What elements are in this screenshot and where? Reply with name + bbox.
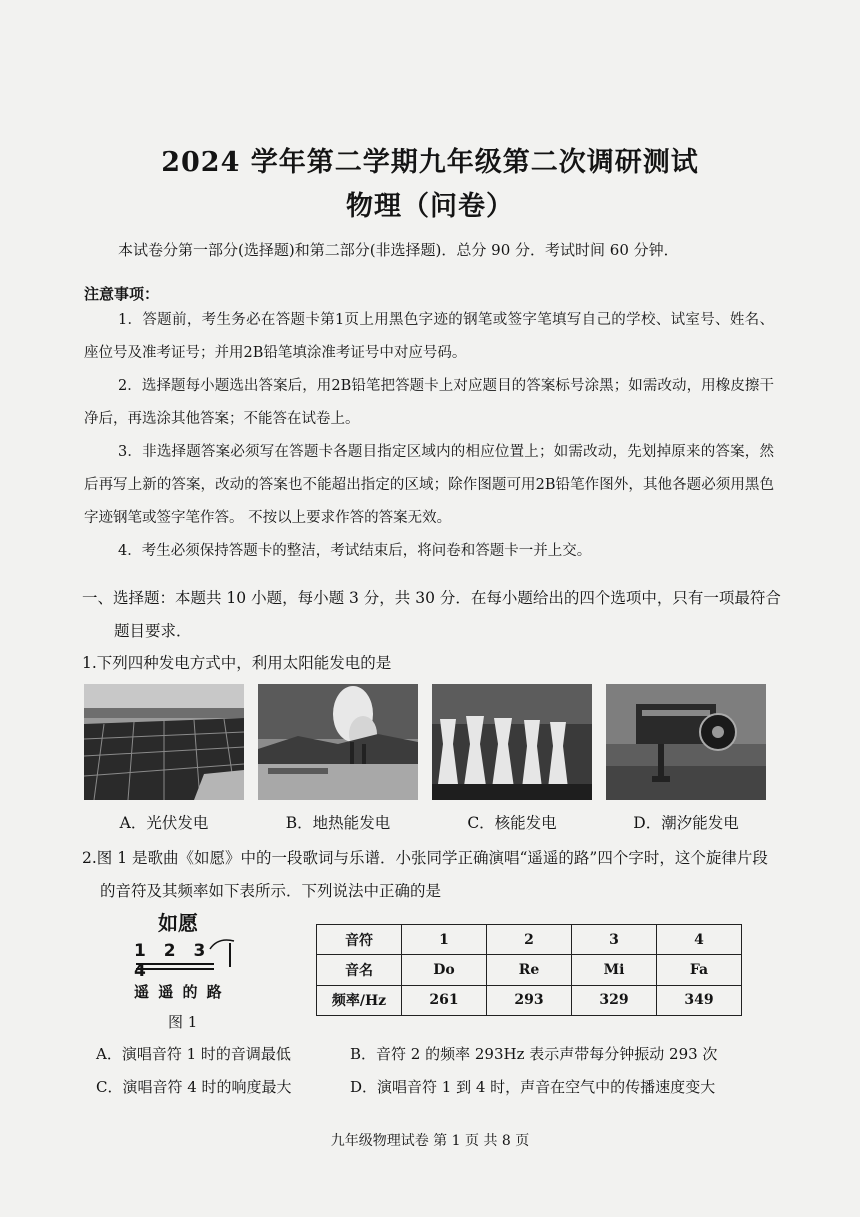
table-cell: Do — [402, 955, 487, 985]
table-cell: Mi — [572, 955, 657, 985]
table-cell: 349 — [657, 985, 742, 1015]
question-1-stem: 1.下列四种发电方式中，利用太阳能发电的是 — [82, 654, 392, 672]
page-footer: 九年级物理试卷 第 1 页 共 8 页 — [330, 1133, 530, 1149]
q1-option-d: D．潮汐能发电 — [633, 814, 739, 832]
notice-item-4: 4．考生必须保持答题卡的整洁，考试结束后，将问卷和答题卡一并上交。 — [118, 543, 592, 559]
geothermal-plant-photo — [258, 684, 418, 800]
table-cell: 音符 — [317, 925, 402, 955]
q2-option-a: A．演唱音符 1 时的音调最低 — [96, 1045, 291, 1063]
table-cell: 2 — [487, 925, 572, 955]
nuclear-cooling-towers-photo — [432, 684, 592, 800]
q2-option-c: C．演唱音符 4 时的响度最大 — [96, 1078, 292, 1096]
table-cell: Fa — [657, 955, 742, 985]
table-cell: 4 — [657, 925, 742, 955]
q1-option-c: C．核能发电 — [467, 814, 557, 832]
table-cell: Re — [487, 955, 572, 985]
table-cell: 261 — [402, 985, 487, 1015]
section-heading-text: 一、选择题：本题共 10 小题，每小题 3 分，共 30 分．在每小题给出的四个选项中，只有一项最符合题目要求． — [82, 589, 781, 640]
solar-panels-photo — [84, 684, 244, 800]
exam-intro: 本试卷分第一部分(选择题)和第二部分(非选择题)．总分 90 分．考试时间 60 分钟． — [118, 241, 679, 259]
q2-option-b: B．音符 2 的频率 293Hz 表示声带每分钟振动 293 次 — [350, 1045, 718, 1063]
table-cell: 329 — [572, 985, 657, 1015]
table-row — [317, 925, 742, 955]
table-cell: 频率/Hz — [317, 985, 402, 1015]
song-title: 如愿 — [158, 911, 198, 935]
tidal-turbine-photo — [606, 684, 766, 800]
notice-title: 注意事项： — [84, 285, 160, 303]
notice-item-2: 2．选择题每小题选出答案后，用2B铅笔把答题卡上对应题目的答案标号涂黑；如需改动，用橡皮擦干净后，再选涂其他答案；不能答在试卷上。 — [84, 378, 774, 427]
question-2-stem — [82, 842, 772, 908]
score-notes: 1 2 3 4 — [134, 941, 212, 981]
notice-item-1: 1．答题前，考生务必在答题卡第1页上用黑色字迹的钢笔或签字笔填写自己的学校、试室号、姓名、座位号及准考证号；并用2B铅笔填涂准考证号中对应号码。 — [84, 312, 774, 361]
frequency-table — [316, 924, 742, 1016]
q1-option-a: A．光伏发电 — [119, 814, 209, 832]
notice-item-3: 3．非选择题答案必须写在答题卡各题目指定区域内的相应位置上；如需改动，先划掉原来的答案，然后再写上新的答案，改动的答案也不能超出指定的区域；除作图题可用2B铅笔作图外，其他各题必须用黑色字迹钢笔或签字笔作答。 不按以上要求作答的答案无效。 — [84, 444, 774, 526]
figure-1-label: 图 1 — [168, 1013, 198, 1031]
q1-option-b: B．地热能发电 — [285, 814, 391, 832]
table-cell: 音名 — [317, 955, 402, 985]
notice-list — [84, 304, 774, 568]
exam-subtitle: 物理（问卷） — [346, 191, 514, 222]
table-cell: 3 — [572, 925, 657, 955]
q2-option-d: D．演唱音符 1 到 4 时，声音在空气中的传播速度变大 — [350, 1078, 716, 1096]
score-lines — [134, 937, 244, 977]
score-lyrics: 遥 遥 的 路 — [134, 983, 224, 1001]
question-2-stem-text: 2.图 1 是歌曲《如愿》中的一段歌词与乐谱．小张同学正确演唱“遥遥的路”四个字时，这个旋律片段的音符及其频率如下表所示．下列说法中正确的是 — [82, 849, 768, 900]
table-row — [317, 985, 742, 1015]
music-score-figure — [134, 937, 234, 1009]
section-heading — [82, 582, 782, 648]
table-row — [317, 955, 742, 985]
exam-title: 2024 学年第二学期九年级第二次调研测试 — [161, 147, 699, 178]
table-cell: 1 — [402, 925, 487, 955]
table-cell: 293 — [487, 985, 572, 1015]
